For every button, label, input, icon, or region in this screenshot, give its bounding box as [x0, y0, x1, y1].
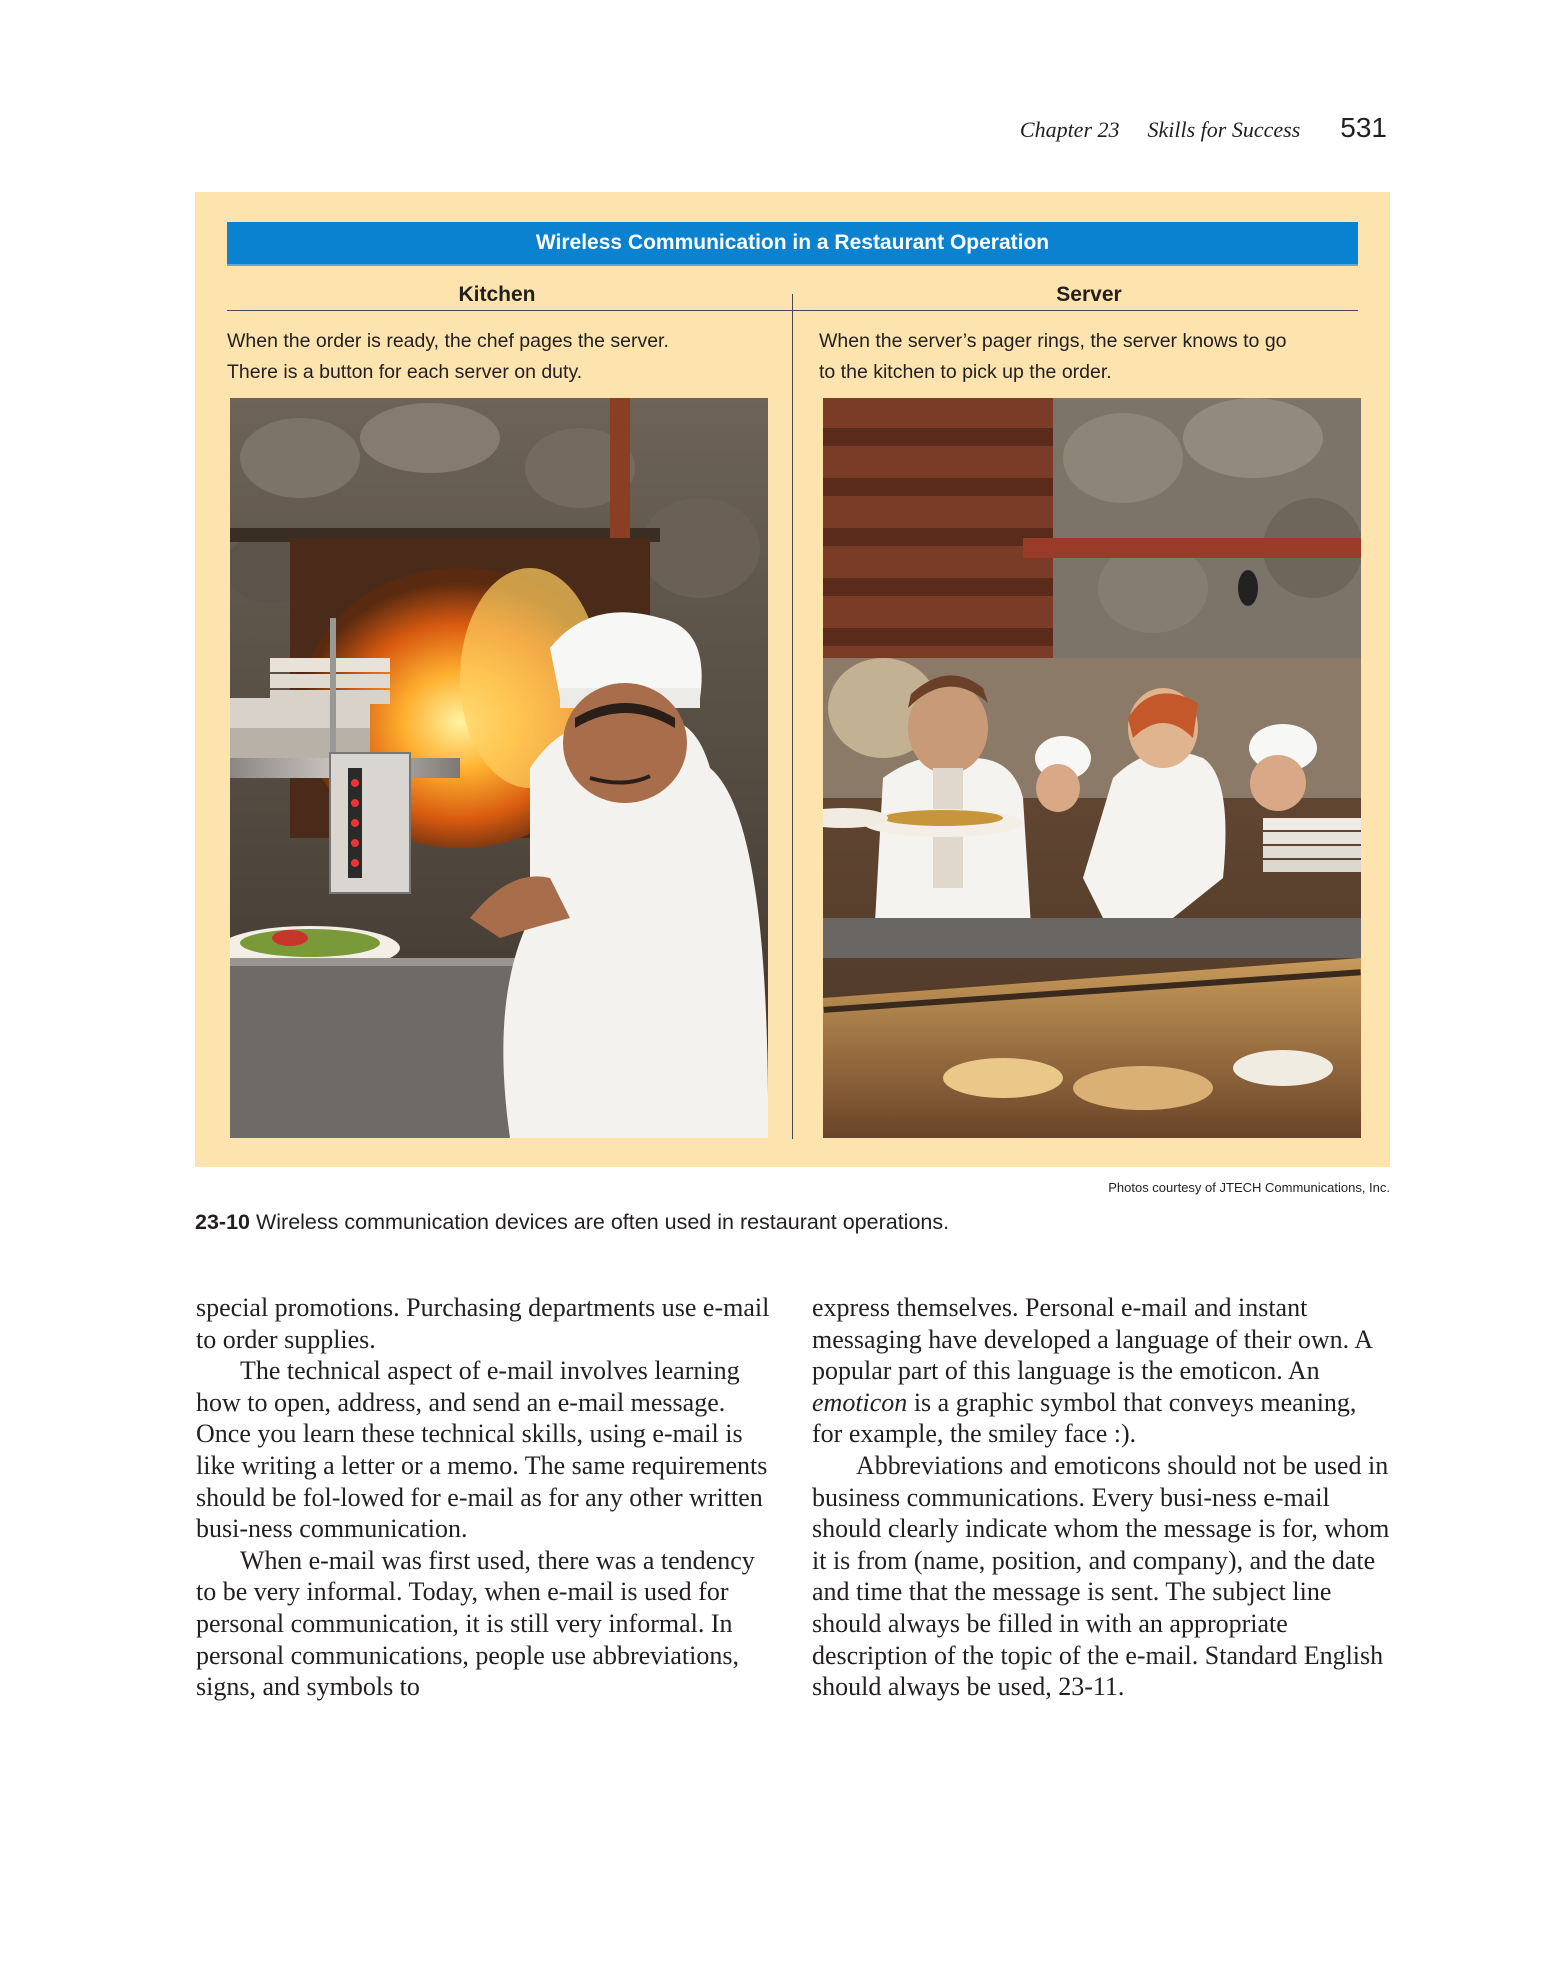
body-column-right — [812, 1292, 1392, 1703]
paragraph: When e-mail was first used, there was a tendency to be very informal. Today, when e-mail is used for personal communication, it is still very informal. In personal communications, people use abbreviations, signs, and symbols to — [196, 1545, 755, 1702]
caption-number: 23-10 — [195, 1210, 250, 1234]
kitchen-heading: Kitchen — [458, 283, 536, 306]
paragraph: special promotions. Purchasing departments use e-mail to order supplies. — [196, 1293, 770, 1354]
caption-text: Wireless communication devices are often used in restaurant operations. — [250, 1210, 950, 1234]
figure-panel — [195, 192, 1390, 1167]
paragraph — [812, 1292, 1392, 1450]
body-column-left — [196, 1292, 776, 1703]
page-number: 531 — [1340, 112, 1387, 143]
section-title: Skills for Success — [1147, 117, 1301, 142]
paragraph-text: is a graphic symbol that conveys meaning, for example, the smiley face :). — [812, 1387, 1357, 1449]
figure-caption — [195, 1210, 949, 1235]
kitchen-description-line: When the order is ready, the chef pages the server. — [227, 330, 669, 352]
kitchen-photo — [230, 398, 768, 1138]
figure-title: Wireless Communication in a Restaurant Operation — [227, 222, 1358, 266]
column-divider — [792, 294, 793, 1139]
running-head — [1020, 112, 1387, 152]
server-description — [819, 326, 1287, 388]
kitchen-description — [227, 326, 669, 388]
paragraph: Abbreviations and emoticons should not be used in business communications. Every busi-ness e-mail should clearly indicate whom the message is for, whom it is from (name, position, and company), and the date and time that the message is sent. The subject line should always be filled in with an appropriate description of the topic of the e-mail. Standard English should always be used, 23-11. — [812, 1450, 1390, 1702]
server-photo — [823, 398, 1361, 1138]
paragraph-text: express themselves. Personal e-mail and instant messaging have developed a language of their own. A popular part of this language is the emoticon. An — [812, 1293, 1372, 1386]
paragraph: The technical aspect of e-mail involves learning how to open, address, and send an e-mail message. Once you learn these technical skills, using e-mail is like writing a letter or a memo. The same requirements should be fol-lowed for e-mail as for any other written busi-ness communication. — [196, 1356, 768, 1544]
emoticon-term: emoticon — [812, 1387, 908, 1417]
server-heading: Server — [1056, 283, 1122, 306]
photo-credit: Photos courtesy of JTECH Communications, Inc. — [1108, 1180, 1390, 1195]
chapter-label: Chapter 23 — [1019, 117, 1120, 142]
server-description-line: to the kitchen to pick up the order. — [819, 361, 1112, 383]
server-description-line: When the server’s pager rings, the server knows to go — [819, 330, 1287, 352]
kitchen-description-line: There is a button for each server on duty. — [227, 361, 583, 383]
